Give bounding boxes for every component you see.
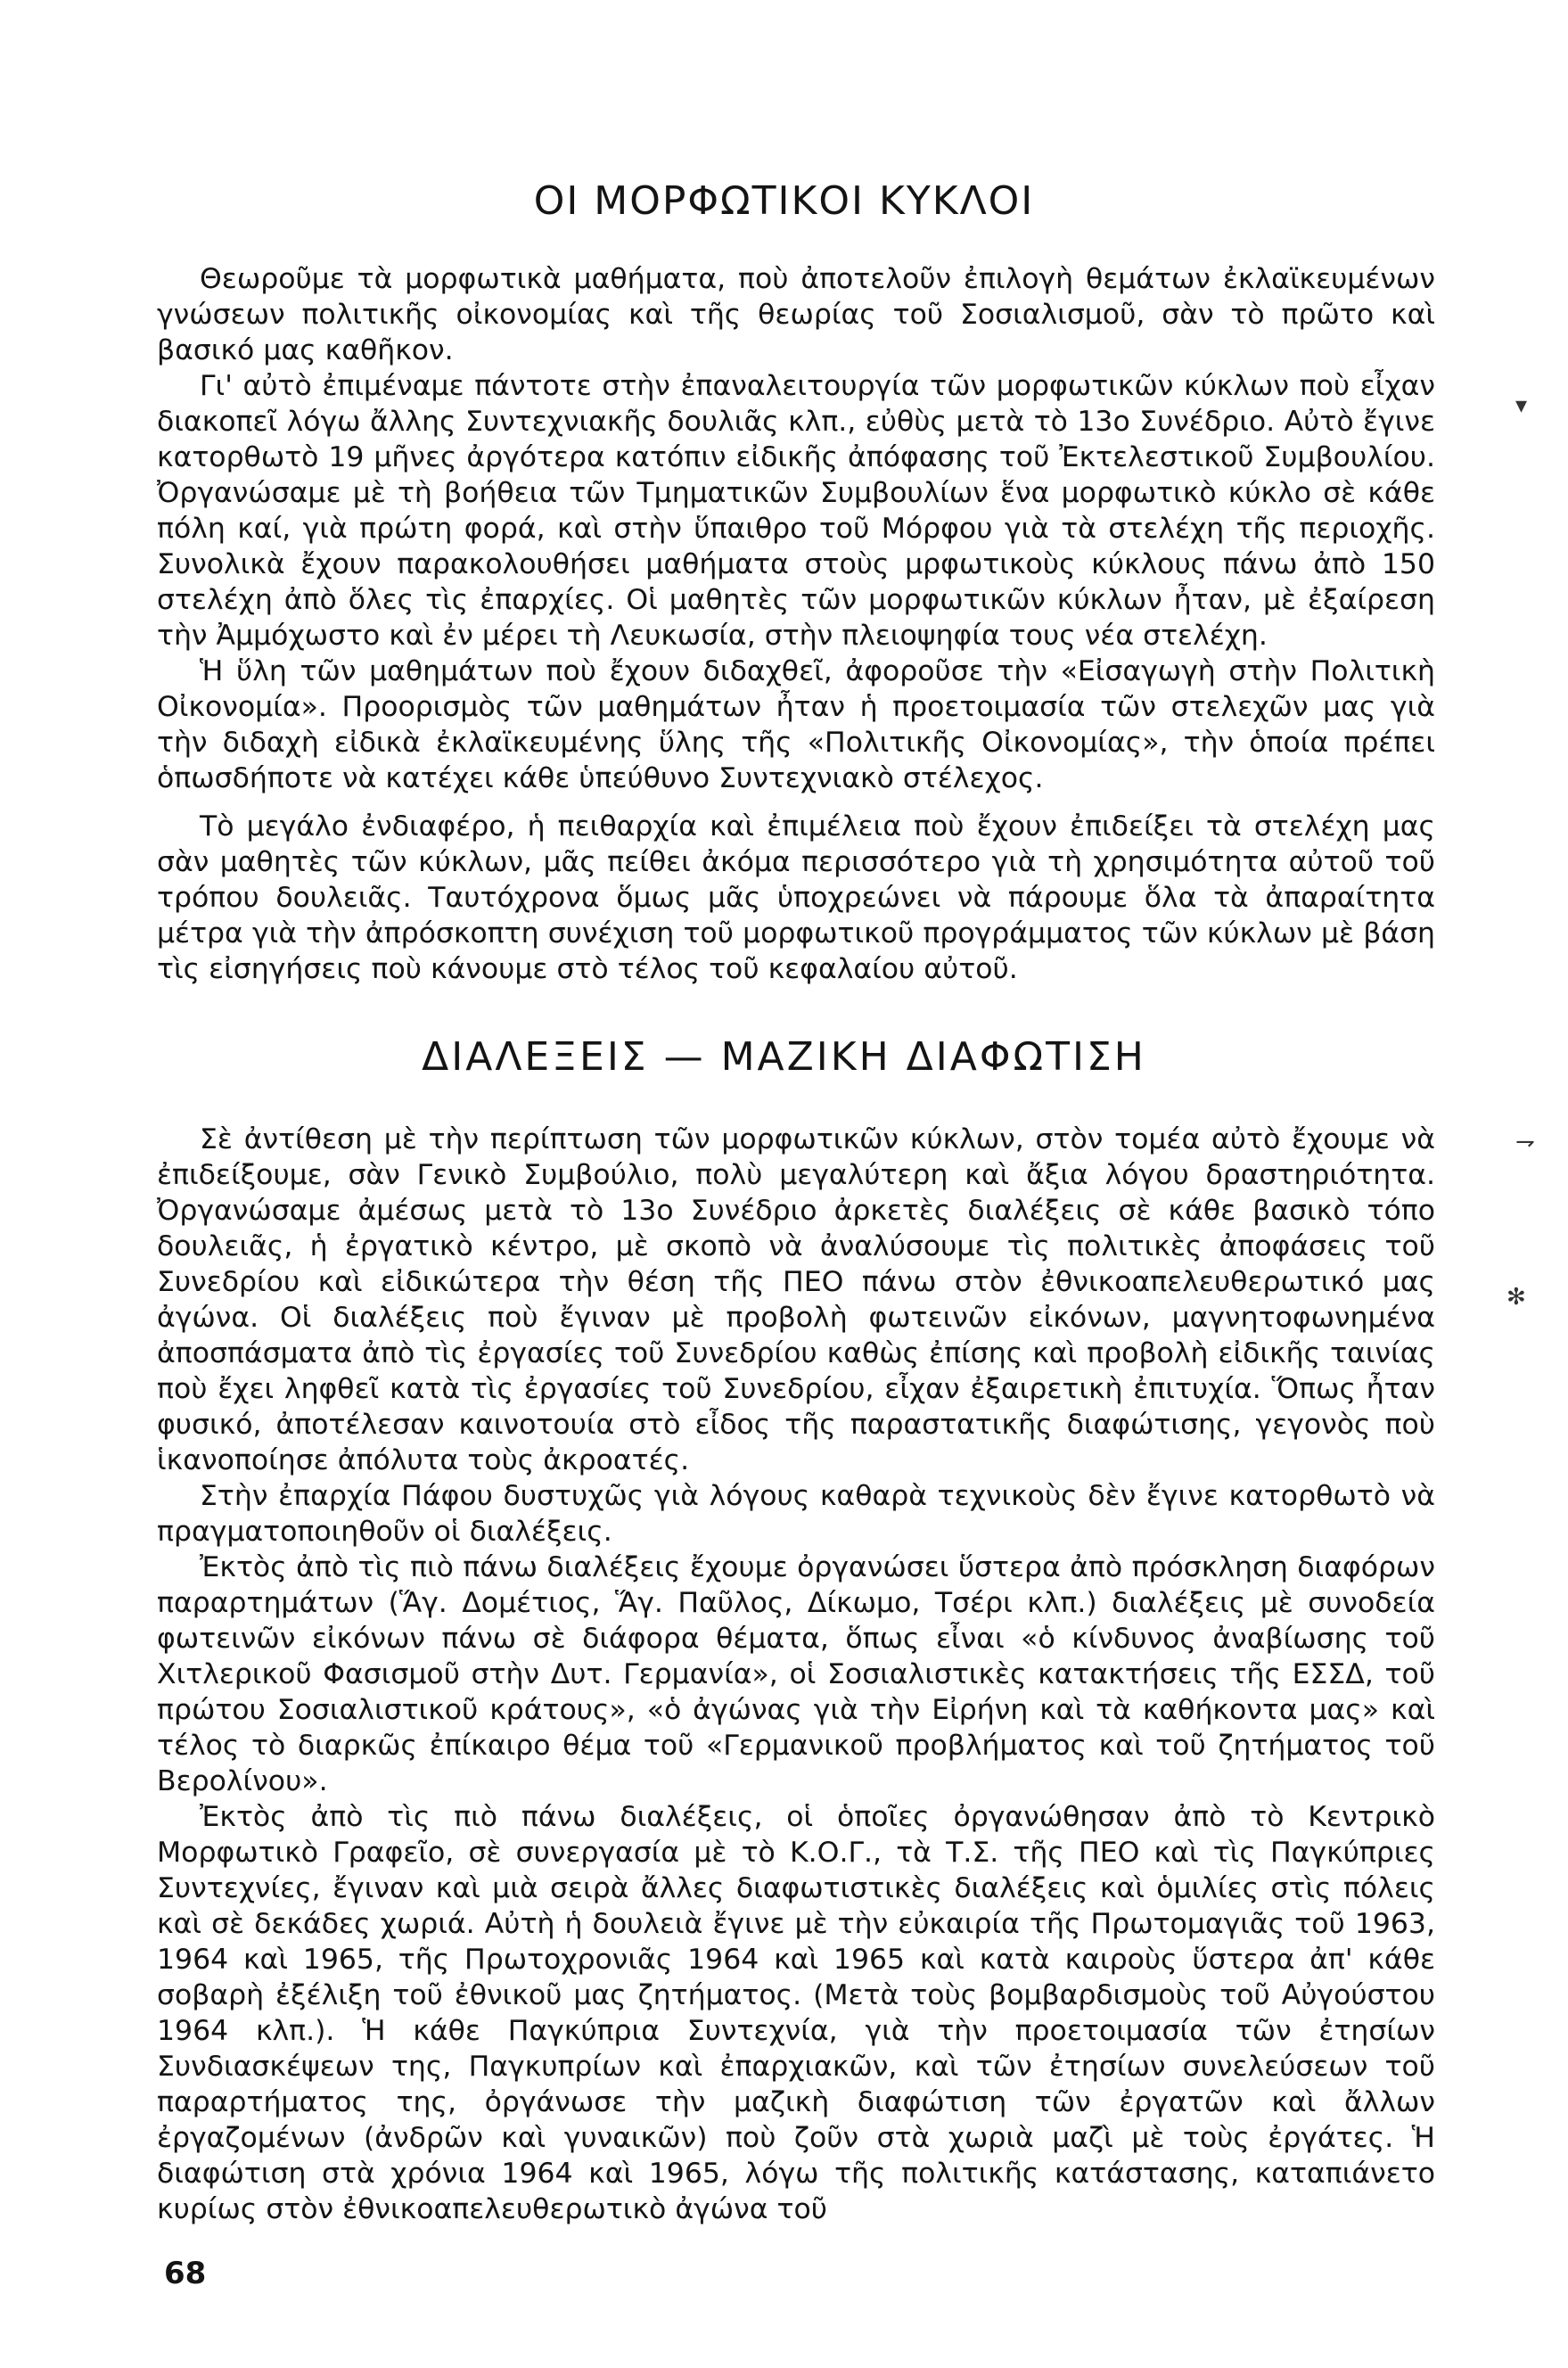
section-morphotikoi-kykloi	[157, 261, 1435, 987]
margin-mark: ⇁	[1515, 1129, 1535, 1155]
section-heading: ΔΙΑΛΕΞΕΙΣ — ΜΑΖΙΚΗ ΔΙΑΦΩΤΙΣΗ	[422, 1034, 1146, 1080]
paragraph: Ἐκτὸς ἀπὸ τὶς πιὸ πάνω διαλέξεις, οἱ ὁποῖες ὀργανώθησαν ἀπὸ τὸ Κεντρικὸ Μορφωτικὸ Γραφεῖο, σὲ συνεργασία μὲ τὸ Κ.Ο.Γ., τὰ Τ.Σ. τῆς ΠΕΟ καὶ τὶς Παγκύπριες Συντεχνίες, ἔγιναν καὶ μιὰ σειρὰ ἄλλες διαφωτιστικὲς διαλέξεις καὶ ὁμιλίες στὶς πόλεις καὶ σὲ δεκάδες χωριά. Αὐτὴ ἡ δουλειὰ ἔγινε μὲ τὴν εὐκαιρία τῆς Πρωτομαγιᾶς τοῦ 1963, 1964 καὶ 1965, τῆς Πρωτοχρονιᾶς 1964 καὶ 1965 καὶ κατὰ καιροὺς ὕστερα ἀπ' κάθε σοβαρὴ ἐξέλιξη τοῦ ἐθνικοῦ μας ζητήματος. (Μετὰ τοὺς βομβαρδισμοὺς τοῦ Αὐγούστου 1964 κλπ.). Ἡ κάθε Παγκύπρια Συντεχνία, γιὰ τὴν προετοιμασία τῶν ἐτησίων Συνδιασκέψεων της, Παγκυπρίων καὶ ἐπαρχιακῶν, καὶ τῶν ἐτησίων συνελεύσεων τοῦ παραρτήματος της, ὀργάνωσε τὴν μαζικὴ διαφώτιση τῶν ἐργατῶν καὶ ἄλλων ἐργαζομένων (ἀνδρῶν καὶ γυναικῶν) ποὺ ζοῦν στὰ χωριὰ μαζὶ μὲ τοὺς ἐργάτες. Ἡ διαφώτιση στὰ χρόνια 1964 καὶ 1965, λόγω τῆς πολιτικῆς κατάστασης, καταπιάνετο κυρίως στὸν ἐθνικοαπελευθερωτικὸ ἀγώνα τοῦ	[157, 1801, 1435, 2225]
paragraph: Γι' αὐτὸ ἐπιμέναμε πάντοτε στὴν ἐπαναλειτουργία τῶν μορφωτικῶν κύκλων ποὺ εἶχαν διακοπεῖ λόγω ἄλλης Συντεχνιακῆς δουλιᾶς κλπ., εὐθὺς μετὰ τὸ 13ο Συνέδριο. Αὐτὸ ἔγινε κατορθωτὸ 19 μῆνες ἀργότερα κατόπιν εἰδικῆς ἀπόφασης τοῦ Ἐκτελεστικοῦ Συμβουλίου. Ὀργανώσαμε μὲ τὴ βοήθεια τῶν Τμηματικῶν Συμβουλίων ἕνα μορφωτικὸ κύκλο σὲ κάθε πόλη καί, γιὰ πρώτη φορά, καὶ στὴν ὕπαιθρο τοῦ Μόρφου γιὰ τὰ στελέχη τῆς περιοχῆς. Συνολικὰ ἔχουν παρακολουθήσει μαθήματα στοὺς μρφωτικοὺς κύκλους πάνω ἀπὸ 150 στελέχη ἀπὸ ὅλες τὶς ἐπαρχίες. Οἱ μαθητὲς τῶν μορφωτικῶν κύκλων ἦταν, μὲ ἐξαίρεση τὴν Ἀμμόχωστο καὶ ἐν μέρει τὴ Λευκωσία, στὴν πλειοψηφία τους νέα στελέχη.	[157, 370, 1435, 652]
paragraph: Τὸ μεγάλο ἐνδιαφέρο, ἡ πειθαρχία καὶ ἐπιμέλεια ποὺ ἔχουν ἐπιδείξει τὰ στελέχη μας σὰν μαθητὲς τῶν κύκλων, μᾶς πείθει ἀκόμα περισσότερο γιὰ τὴ χρησιμότητα αὐτοῦ τοῦ τρόπου δουλειᾶς. Ταυτόχρονα ὅμως μᾶς ὑποχρεώνει νὰ πάρουμε ὅλα τὰ ἀπαραίτητα μέτρα γιὰ τὴν ἀπρόσκοπτη συνέχιση τοῦ μορφωτικοῦ προγράμματος τῶν κύκλων μὲ βάση τὶς εἰσηγήσεις ποὺ κάνουμε στὸ τέλος τοῦ κεφαλαίου αὐτοῦ.	[157, 810, 1435, 985]
paragraph: Θεωροῦμε τὰ μορφωτικὰ μαθήματα, ποὺ ἀποτελοῦν ἐπιλογὴ θεμάτων ἐκλαϊκευμένων γνώσεων πολιτικῆς οἰκονομίας καὶ τῆς θεωρίας τοῦ Σοσιαλισμοῦ, σὰν τὸ πρῶτο καὶ βασικό μας καθῆκον.	[157, 263, 1435, 366]
paragraph: Ἡ ὕλη τῶν μαθημάτων ποὺ ἔχουν διδαχθεῖ, ἀφοροῦσε τὴν «Εἰσαγωγὴ στὴν Πολιτικὴ Οἰκονομία». Προορισμὸς τῶν μαθημάτων ἦταν ἡ προετοιμασία τῶν στελεχῶν μας γιὰ τὴν διδαχὴ εἰδικὰ ἐκλαϊκευμένης ὕλης τῆς «Πολιτικῆς Οἰκονομίας», τὴν ὁποία πρέπει ὁπωσδήποτε νὰ κατέχει κάθε ὑπεύθυνο Συντεχνιακὸ στέλεχος.	[157, 655, 1435, 794]
paragraph: Σὲ ἀντίθεση μὲ τὴν περίπτωση τῶν μορφωτικῶν κύκλων, στὸν τομέα αὐτὸ ἔχουμε νὰ ἐπιδείξουμε, σὰν Γενικὸ Συμβούλιο, πολὺ μεγαλύτερη καὶ ἄξια λόγου δραστηριότητα. Ὀργανώσαμε ἀμέσως μετὰ τὸ 13ο Συνέδριο ἀρκετὲς διαλέξεις σὲ κάθε βασικὸ τόπο δουλειᾶς, ἡ ἐργατικὸ κέντρο, μὲ σκοπὸ νὰ ἀναλύσουμε τὶς πολιτικὲς ἀποφάσεις τοῦ Συνεδρίου καὶ εἰδικώτερα τὴν θέση τῆς ΠΕΟ πάνω στὸν ἐθνικοαπελευθερωτικό μας ἀγώνα. Οἱ διαλέξεις ποὺ ἔγιναν μὲ προβολὴ φωτεινῶν εἰκόνων, μαγνητοφωνημένα ἀποσπάσματα ἀπὸ τὶς ἐργασίες τοῦ Συνεδρίου καθὼς ἐπίσης καὶ προβολὴ εἰδικῆς ταινίας ποὺ ἔχει ληφθεῖ κατὰ τὶς ἐργασίες τοῦ Συνεδρίου, εἶχαν ἐξαιρετικὴ ἐπιτυχία. Ὅπως ἦταν φυσικό, ἀποτέλεσαν καινοτουία στὸ εἶδος τῆς παραστατικῆς διαφώτισης, γεγονὸς ποὺ ἱκανοποίησε ἀπόλυτα τοὺς ἀκροατές.	[157, 1123, 1435, 1476]
margin-mark: ✻	[1506, 1284, 1526, 1311]
page-number: 68	[164, 2256, 207, 2291]
margin-mark: ▾	[1515, 392, 1528, 419]
page-title: ΟΙ ΜΟΡΦΩΤΙΚΟΙ ΚΥΚΛΟΙ	[533, 178, 1035, 224]
paragraph: Ἐκτὸς ἀπὸ τὶς πιὸ πάνω διαλέξεις ἔχουμε ὀργανώσει ὕστερα ἀπὸ πρόσκληση διαφόρων παραρτημάτων (Ἅγ. Δομέτιος, Ἅγ. Παῦλος, Δίκωμο, Τσέρι κλπ.) διαλέξεις μὲ συνοδεία φωτεινῶν εἰκόνων πάνω σὲ διάφορα θέματα, ὅπως εἶναι «ὁ κίνδυνος ἀναβίωσης τοῦ Χιτλερικοῦ Φασισμοῦ στὴν Δυτ. Γερμανία», οἱ Σοσιαλιστικὲς κατακτήσεις τῆς ΕΣΣΔ, τοῦ πρώτου Σοσιαλιστικοῦ κράτους», «ὁ ἀγώνας γιὰ τὴν Εἰρήνη καὶ τὰ καθήκοντα μας» καὶ τέλος τὸ διαρκῶς ἐπίκαιρο θέμα τοῦ «Γερμανικοῦ προβλήματος καὶ τοῦ ζητήματος τοῦ Βερολίνου».	[157, 1551, 1435, 1797]
paragraph: Στὴν ἐπαρχία Πάφου δυστυχῶς γιὰ λόγους καθαρὰ τεχνικοὺς δὲν ἔγινε κατορθωτὸ νὰ πραγματοποιηθοῦν οἱ διαλέξεις.	[157, 1480, 1435, 1548]
section-dialexeis	[157, 1122, 1435, 2227]
